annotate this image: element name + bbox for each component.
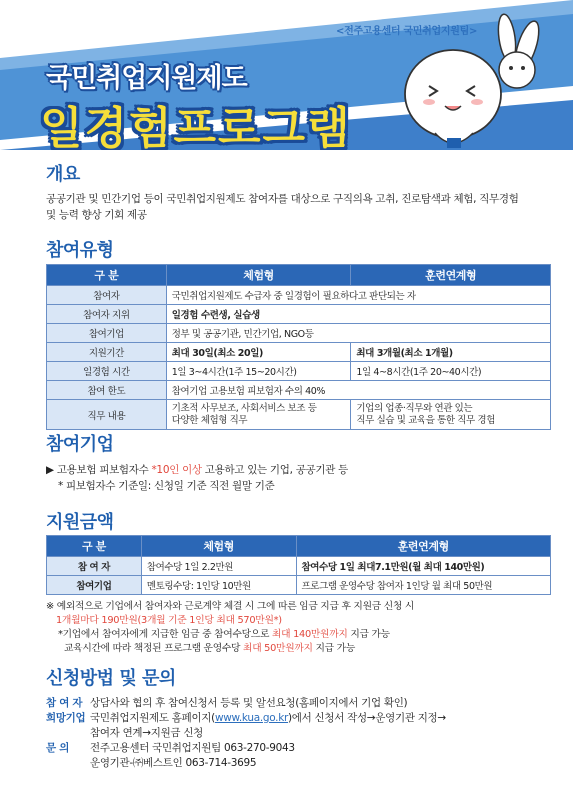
- companies-criteria: [46, 462, 348, 477]
- header-tag: <전주고용센터 국민취업지원팀>: [336, 26, 478, 37]
- row-value-experience: 최대 30일(최소 20일): [166, 343, 351, 362]
- row-label: 직무 내용: [47, 400, 167, 430]
- support-header-category: 구 분: [47, 536, 142, 557]
- note-text-end: 지급 가능: [312, 643, 355, 654]
- apply-contact-row: [46, 741, 295, 756]
- page-title: 일경험프로그램: [40, 103, 352, 150]
- apply-contact-value-1: 전주고용센터 국민취업지원팀 063-270-9043: [90, 742, 295, 754]
- support-header-training: 훈련연계형: [296, 536, 550, 557]
- row-value: 일경험 수련생, 실습생: [166, 305, 550, 324]
- header-subtitle: 국민취업지원제도: [46, 63, 247, 94]
- row-value-training: 기업의 업종·직무와 연관 있는 직무 실습 및 교육을 통한 직무 경험: [351, 400, 551, 430]
- support-heading: 지원금액: [46, 512, 114, 533]
- note-text-end: 지급 가능: [347, 629, 390, 640]
- note-text: 교육시간에 따라 책정된 프로그램 운영수당: [64, 643, 244, 654]
- row-label: 참여기업: [47, 576, 142, 595]
- row-value-training: 최대 3개월(최소 1개월): [351, 343, 551, 362]
- table-row: [47, 305, 551, 324]
- apply-company-cont: 참여자 연계→지원금 신청: [90, 727, 204, 739]
- row-value-training: 1일 4~8시간(1주 20~40시간): [351, 362, 551, 381]
- row-value-training: 참여수당 1일 최대7.1만원(월 최대 140만원): [296, 557, 550, 576]
- support-note-3: [58, 626, 390, 640]
- table-row: [47, 362, 551, 381]
- row-value: 참여기업 고용보험 피보험자 수의 40%: [166, 381, 550, 400]
- apply-company-row: [46, 711, 446, 726]
- apply-participant-row: [46, 696, 407, 711]
- support-note-2: 1개월마다 190만원(3개월 기준 1인당 최대 570만원*): [56, 615, 282, 626]
- apply-participant-key: 참 여 자: [46, 697, 83, 709]
- apply-company-value-end: )에서 신청서 작성→운영기관 지정→: [288, 712, 446, 724]
- page-header: [0, 0, 573, 150]
- overview-text-2: 및 능력 향상 기회 제공: [46, 209, 147, 221]
- support-header-experience: 체험형: [141, 536, 296, 557]
- row-value-experience: 멘토링수당: 1인당 10만원: [141, 576, 296, 595]
- homepage-link[interactable]: www.kua.go.kr: [214, 712, 289, 724]
- table-row: [47, 286, 551, 305]
- apply-heading: 신청방법 및 문의: [46, 668, 176, 689]
- criteria-highlight: *10인 이상: [151, 464, 202, 476]
- apply-participant-value: 상담사와 협의 후 참여신청서 등록 및 알선요청(홈페이지에서 기업 확인): [90, 697, 408, 709]
- table-row: [47, 400, 551, 430]
- types-header-experience: 체험형: [166, 265, 351, 286]
- types-table: [46, 264, 551, 430]
- support-table: [46, 535, 551, 595]
- note-highlight: 최대 140만원까지: [271, 629, 348, 640]
- row-value: 국민취업지원제도 수급자 중 일경험이 필요하다고 판단되는 자: [166, 286, 550, 305]
- types-header-category: 구 분: [47, 265, 167, 286]
- row-label: 참여자: [47, 286, 167, 305]
- note-highlight: 최대 50만원까지: [243, 643, 313, 654]
- row-label: 지원기간: [47, 343, 167, 362]
- rabbit-mascot-icon: [395, 8, 560, 150]
- row-label: 참여 한도: [47, 381, 167, 400]
- row-value-training: 프로그램 운영수당 참여자 1인당 월 최대 50만원: [296, 576, 550, 595]
- table-row: [47, 381, 551, 400]
- table-row: [47, 576, 551, 595]
- apply-company-key: 희망기업: [46, 712, 86, 724]
- criteria-text-end: 고용하고 있는 기업, 공공기관 등: [201, 464, 348, 476]
- row-value: 정부 및 공공기관, 민간기업, NGO등: [166, 324, 550, 343]
- types-heading: 참여유형: [46, 240, 114, 261]
- row-label: 참여자 지위: [47, 305, 167, 324]
- row-label: 참여기업: [47, 324, 167, 343]
- companies-heading: 참여기업: [46, 434, 114, 455]
- criteria-text: ▶ 고용보험 피보험자수: [46, 464, 152, 476]
- row-value-experience: 1일 3~4시간(1주 15~20시간): [166, 362, 351, 381]
- row-value-experience: 참여수당 1일 2.2만원: [141, 557, 296, 576]
- table-row: [47, 557, 551, 576]
- note-text: *기업에서 참여자에게 지급한 임금 중 참여수당으로: [58, 629, 272, 640]
- apply-contact-value-2: 운영기관-㈜베스트인 063-714-3695: [90, 757, 257, 769]
- table-row: [47, 343, 551, 362]
- table-row: [47, 324, 551, 343]
- apply-company-value: 국민취업지원제도 홈페이지(: [90, 712, 215, 724]
- support-note-1: ※ 예외적으로 기업에서 참여자와 근로계약 체결 시 그에 따른 임금 지급 후 지원금 신청 시: [46, 601, 415, 612]
- row-label: 일경험 시간: [47, 362, 167, 381]
- row-value-experience: 기초적 사무보조, 사회서비스 보조 등 다양한 체험형 직무: [166, 400, 351, 430]
- companies-note: * 피보험자수 기준일: 신청일 기준 직전 월말 기준: [58, 480, 275, 492]
- overview-text-1: 공공기관 및 민간기업 등이 국민취업지원제도 참여자를 대상으로 구직의욕 고취, 진로탐색과 체험, 직무경험: [46, 193, 519, 205]
- row-label: 참 여 자: [47, 557, 142, 576]
- apply-contact-key: 문 의: [46, 742, 70, 754]
- types-header-training: 훈련연계형: [351, 265, 551, 286]
- support-note-4: [64, 640, 355, 654]
- overview-heading: 개요: [46, 164, 80, 185]
